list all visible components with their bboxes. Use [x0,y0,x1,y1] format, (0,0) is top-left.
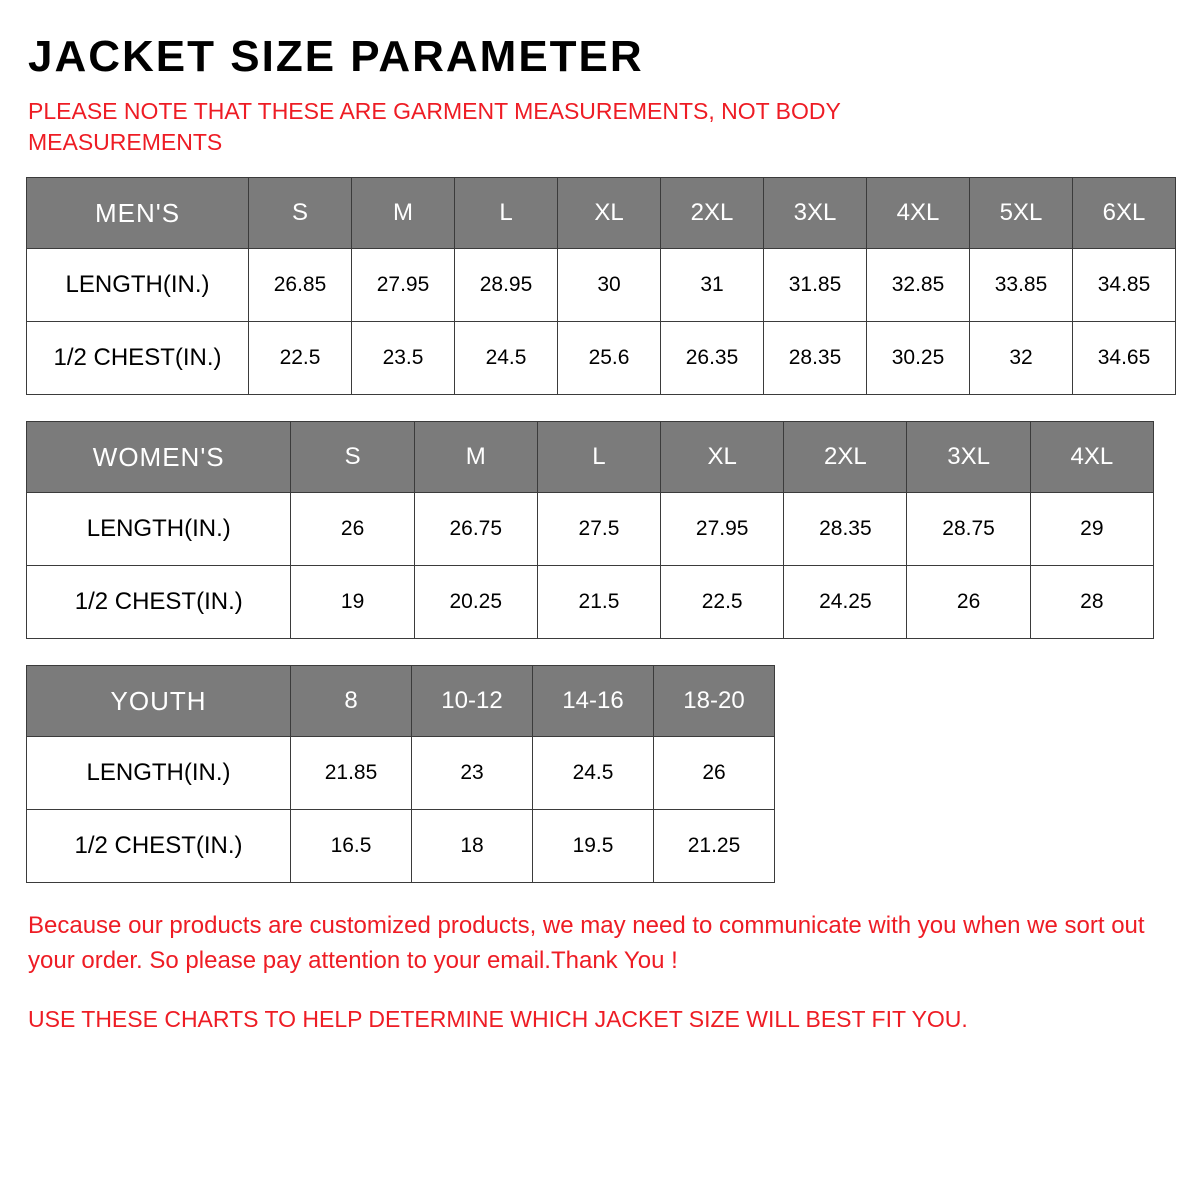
row-label: 1/2 CHEST(IN.) [27,322,249,395]
measurement-cell: 30.25 [867,322,970,395]
table-row [27,810,775,883]
measurement-cell: 21.25 [654,810,775,883]
chart-usage-notice: USE THESE CHARTS TO HELP DETERMINE WHICH JACKET SIZE WILL BEST FIT YOU. [28,1005,968,1032]
mens-table-label: MEN'S [27,178,249,249]
measurement-cell: 29 [1030,493,1153,566]
table-row [27,737,775,810]
table-header-row [27,666,775,737]
womens-size-table [26,421,1154,639]
measurement-cell: 19 [291,566,414,639]
row-label: 1/2 CHEST(IN.) [27,566,291,639]
measurement-cell: 24.5 [533,737,654,810]
youth-size-table [26,665,775,883]
youth-table-label: YOUTH [27,666,291,737]
measurement-cell: 23 [412,737,533,810]
size-header-cell: L [455,178,558,249]
size-header-cell: 18-20 [654,666,775,737]
size-header-cell: 5XL [970,178,1073,249]
size-header-cell: 4XL [867,178,970,249]
page-title: JACKET SIZE PARAMETER [28,32,644,81]
measurement-cell: 26.35 [661,322,764,395]
size-header-cell: M [352,178,455,249]
measurement-cell: 28.75 [907,493,1030,566]
measurement-cell: 32 [970,322,1073,395]
customization-notice: Because our products are customized products, we may need to communicate with you when we sort out your order. So please pay attention to your email.Thank You ! [28,912,1145,974]
table-header-row [27,422,1154,493]
measurement-cell: 22.5 [249,322,352,395]
size-header-cell: 14-16 [533,666,654,737]
measurement-cell: 28.35 [784,493,907,566]
womens-table-label: WOMEN'S [27,422,291,493]
measurement-cell: 26 [654,737,775,810]
measurement-cell: 20.25 [414,566,537,639]
measurement-cell: 30 [558,249,661,322]
row-label: LENGTH(IN.) [27,737,291,810]
table-row [27,249,1176,322]
measurement-cell: 18 [412,810,533,883]
measurement-cell: 25.6 [558,322,661,395]
row-label: LENGTH(IN.) [27,249,249,322]
size-header-cell: 2XL [784,422,907,493]
measurement-cell: 24.25 [784,566,907,639]
size-header-cell: L [537,422,660,493]
table-header-row [27,178,1176,249]
table-row [27,322,1176,395]
measurement-cell: 26 [291,493,414,566]
measurement-cell: 32.85 [867,249,970,322]
size-header-cell: S [249,178,352,249]
measurement-cell: 26.75 [414,493,537,566]
measurement-cell: 16.5 [291,810,412,883]
measurement-cell: 31 [661,249,764,322]
size-header-cell: XL [558,178,661,249]
measurement-cell: 21.85 [291,737,412,810]
size-header-cell: 3XL [907,422,1030,493]
measurement-cell: 33.85 [970,249,1073,322]
measurement-cell: 27.95 [352,249,455,322]
measurement-cell: 31.85 [764,249,867,322]
size-header-cell: 8 [291,666,412,737]
size-header-cell: 6XL [1073,178,1176,249]
mens-size-table [26,177,1176,395]
measurement-cell: 34.65 [1073,322,1176,395]
measurement-cell: 24.5 [455,322,558,395]
size-header-cell: 2XL [661,178,764,249]
size-header-cell: XL [661,422,784,493]
measurement-cell: 21.5 [537,566,660,639]
garment-measurement-note: PLEASE NOTE THAT THESE ARE GARMENT MEASUREMENTS, NOT BODY MEASUREMENTS [28,98,841,155]
table-row [27,493,1154,566]
measurement-cell: 26 [907,566,1030,639]
measurement-cell: 22.5 [661,566,784,639]
size-header-cell: 3XL [764,178,867,249]
table-row [27,566,1154,639]
measurement-cell: 34.85 [1073,249,1176,322]
measurement-cell: 23.5 [352,322,455,395]
measurement-cell: 26.85 [249,249,352,322]
row-label: 1/2 CHEST(IN.) [27,810,291,883]
measurement-cell: 27.95 [661,493,784,566]
row-label: LENGTH(IN.) [27,493,291,566]
size-header-cell: 10-12 [412,666,533,737]
measurement-cell: 19.5 [533,810,654,883]
size-header-cell: S [291,422,414,493]
measurement-cell: 28 [1030,566,1153,639]
size-header-cell: 4XL [1030,422,1153,493]
measurement-cell: 27.5 [537,493,660,566]
measurement-cell: 28.35 [764,322,867,395]
size-header-cell: M [414,422,537,493]
measurement-cell: 28.95 [455,249,558,322]
